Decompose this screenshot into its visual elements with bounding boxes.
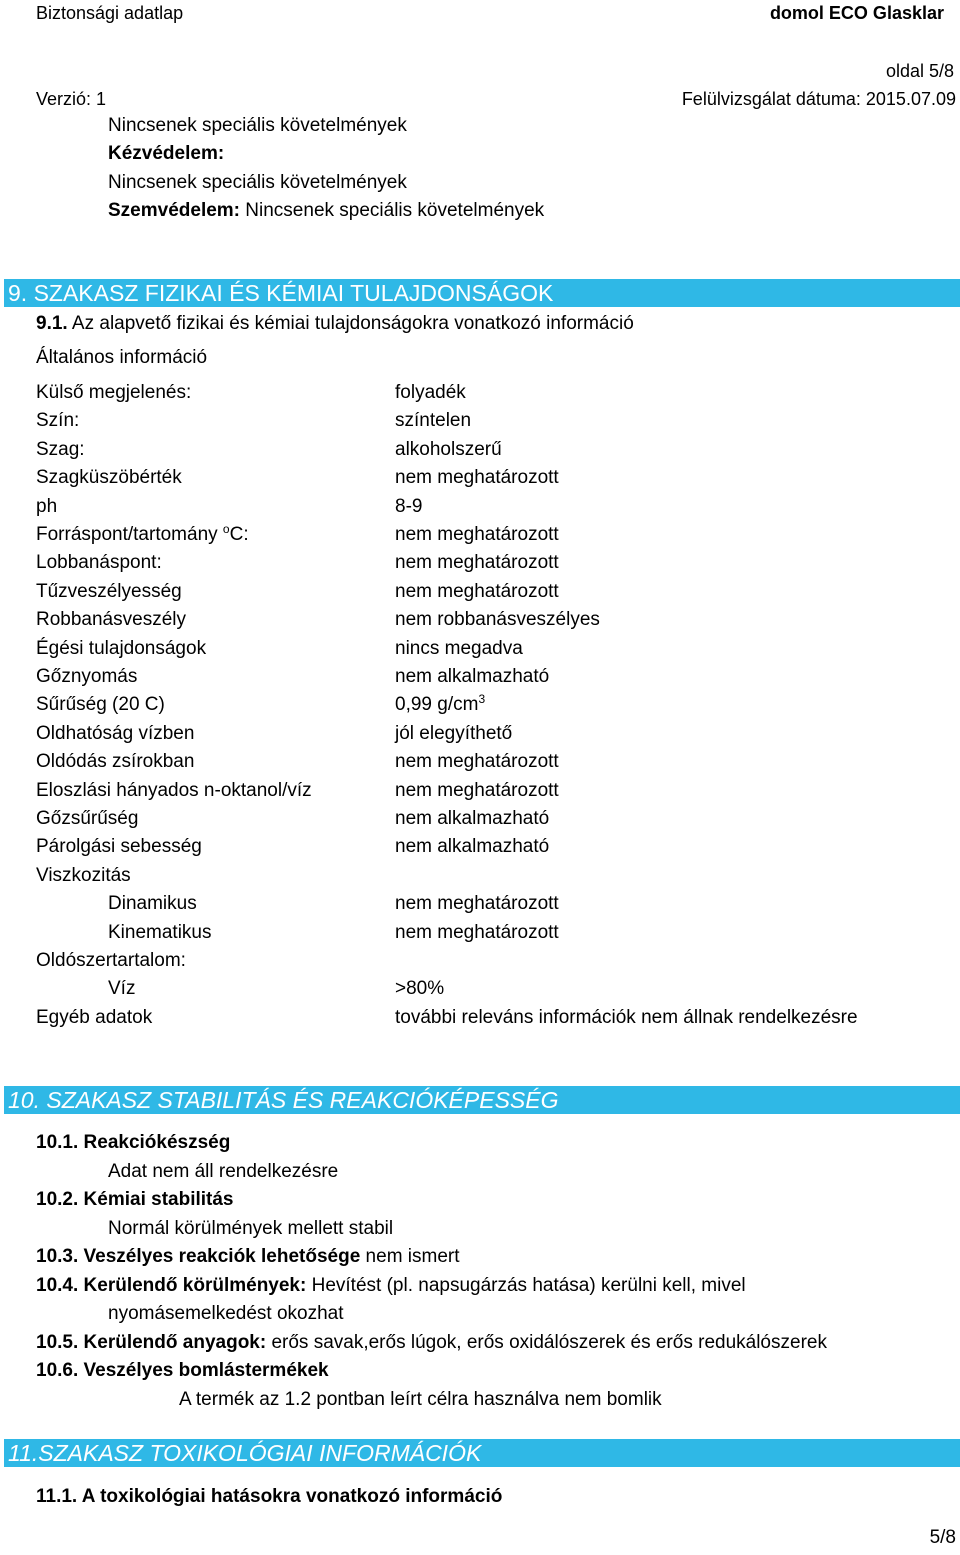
property-value: nem meghatározott [395,780,559,801]
property-label: Kinematikus [108,922,212,943]
property-value: 0,99 $g/cm^3$ [395,692,486,715]
section-9-1-heading [36,313,634,335]
section-10-5-number: 10.5. [36,1332,79,1353]
section-10-title: 10. SZAKASZ STABILITÁS ÉS REAKCIÓKÉPESSÉG [4,1086,960,1114]
section-10-4-title: Kerülendő körülmények: [78,1275,307,1296]
section-10-5-line [36,1332,827,1354]
property-label: Sűrűség (20 C) [36,694,165,715]
section-10-6-text: A termék az 1.2 pontban leírt célra használva nem bomlik [179,1389,662,1410]
version: Verzió: 1 [36,89,107,109]
hand-protection-value: Nincsenek speciális követelmények [108,172,407,193]
property-label: Oldhatóság vízben [36,723,195,744]
property-value: színtelen [395,410,472,431]
section-11-1-number: 11.1. [36,1486,78,1507]
section-10-5-text: erős savak,erős lúgok, erős oxidálószerek és erős redukálószerek [266,1332,827,1353]
property-value: további releváns információk nem állnak rendelkezésre [395,1007,858,1028]
property-value: jól elegyíthető [395,723,513,744]
property-label: Robbanásveszély [36,609,186,630]
property-value: nincs megadva [395,638,523,659]
property-label: Forráspont/tartomány $^o$C: [36,522,249,545]
property-label: ph [36,496,58,517]
section-10-1-heading [36,1132,230,1154]
section-10-6-number: 10.6. [36,1360,79,1381]
section-10-2-text: Normál körülmények mellett stabil [108,1218,394,1239]
eye-protection [108,200,544,222]
property-label: Víz [108,978,136,999]
section-10-2-title: Kémiai stabilitás [78,1189,234,1210]
section-10-6-title: Veszélyes bomlástermékek [78,1360,329,1381]
section-10-3-number: 10.3. [36,1246,79,1267]
property-label: Egyéb adatok [36,1007,153,1028]
section-10-4-number: 10.4. [36,1275,79,1296]
property-value: nem meghatározott [395,581,559,602]
section-10-3-text: nem ismert [360,1246,460,1267]
property-value: folyadék [395,382,466,403]
property-label: Oldódás zsírokban [36,751,195,772]
footer-page-number: 5/8 [929,1527,956,1548]
property-value: nem meghatározott [395,467,559,488]
section-10-1-number: 10.1. [36,1132,79,1153]
property-value: 8-9 [395,496,423,517]
revision-date: Felülvizsgálat dátuma: 2015.07.09 [681,89,956,109]
property-value: nem meghatározott [395,552,559,573]
property-label: Külső megjelenés: [36,382,192,403]
product-name: domol ECO Glasklar [769,3,944,23]
property-value: alkoholszerű [395,439,502,460]
property-label: Szag: [36,439,85,460]
property-value: nem meghatározott [395,524,559,545]
section-9-1-number: 9.1. [36,313,68,334]
property-value: nem alkalmazható [395,836,550,857]
property-value: nem robbanásveszélyes [395,609,600,630]
property-label: Szín: [36,410,80,431]
section-10-4-line [36,1275,746,1297]
section-11-title: 11.SZAKASZ TOXIKOLÓGIAI INFORMÁCIÓK [4,1439,960,1467]
section-10-3-line [36,1246,460,1268]
property-value: nem alkalmazható [395,666,550,687]
property-label: Dinamikus [108,893,197,914]
property-label: Szagküszöbérték [36,467,182,488]
section-11-1-heading [36,1486,502,1508]
property-label: Gőznyomás [36,666,138,687]
section-10-4-text-continued: nyomásemelkedést okozhat [108,1303,344,1324]
property-label: Tűzveszélyesség [36,581,182,602]
property-label: Égési tulajdonságok [36,638,207,659]
property-value: >80% [395,978,445,999]
property-value: nem alkalmazható [395,808,550,829]
property-value: nem meghatározott [395,751,559,772]
section-10-2-number: 10.2. [36,1189,79,1210]
property-value: nem meghatározott [395,922,559,943]
property-label: Eloszlási hányados n-oktanol/víz [36,780,312,801]
page-label: oldal 5/8 [885,61,954,81]
section-10-1-title: Reakciókészség [78,1132,231,1153]
requirement-text: Nincsenek speciális követelmények [108,115,407,136]
property-label: Párolgási sebesség [36,836,202,857]
section-10-2-heading [36,1189,234,1211]
property-label: Lobbanáspont: [36,552,162,573]
section-9-title: 9. SZAKASZ FIZIKAI ÉS KÉMIAI TULAJDONSÁGOK [4,279,960,307]
section-11-1-title: A toxikológiai hatásokra vonatkozó információ [77,1486,503,1507]
eye-protection-value: Nincsenek speciális követelmények [240,200,545,221]
property-value: nem meghatározott [395,893,559,914]
property-label: Gőzsűrűség [36,808,139,829]
hand-protection-label: Kézvédelem: [108,143,225,164]
general-information-heading: Általános információ [36,347,208,368]
section-10-4-text: Hevítést (pl. napsugárzás hatása) kerülni kell, mivel [306,1275,746,1296]
section-10-1-text: Adat nem áll rendelkezésre [108,1161,339,1182]
section-9-1-title: Az alapvető fizikai és kémiai tulajdonságokra vonatkozó információ [67,313,634,334]
property-label: Viszkozitás [36,865,131,886]
eye-protection-label: Szemvédelem: [108,200,241,221]
document-type: Biztonsági adatlap [36,3,184,23]
section-10-6-heading [36,1360,329,1382]
section-10-3-title: Veszélyes reakciók lehetősége [78,1246,361,1267]
section-10-5-title: Kerülendő anyagok: [78,1332,267,1353]
property-label: Oldószertartalom: [36,950,186,971]
